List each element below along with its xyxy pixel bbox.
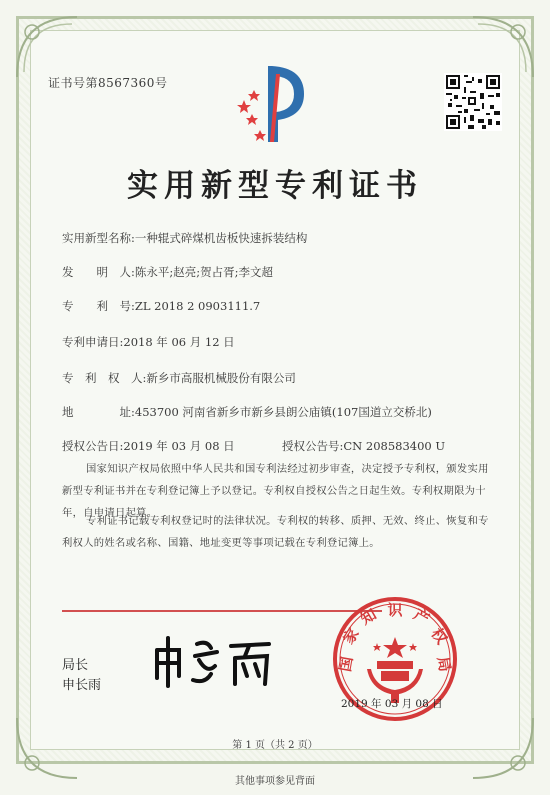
field-label: 发 明 人: (62, 265, 135, 279)
field-inventor (62, 264, 273, 280)
field-label: 专 利 号: (62, 299, 135, 313)
certificate-number: 证书号第8567360号 (48, 76, 168, 90)
field-value: ZL 2018 2 0903111.7 (134, 299, 261, 313)
corner-ornament-top-left (12, 12, 82, 82)
field-label: 专 利 权 人: (62, 371, 147, 385)
field-announcement-date (62, 438, 235, 454)
paragraph-legal-status: 专利证书记载专利权登记时的法律状况。专利权的转移、质押、无效、终止、恢复和专利权人的姓名或名称、国籍、地址变更等事项记载在专利登记簿上。 (62, 515, 489, 549)
qr-code-icon (444, 73, 502, 131)
director-title: 局长 (62, 658, 89, 673)
field-label: 地 址: (62, 405, 135, 419)
seal-char-jia: 家 (339, 624, 363, 648)
seal-date: 2019 年 03 月 08 日 (341, 698, 443, 710)
field-value: 2019 年 03 月 08 日 (123, 439, 235, 453)
director-name: 申长雨 (62, 678, 102, 693)
field-value: 453700 河南省新乡市新乡县朗公庙镇(107国道立交桥北) (134, 405, 432, 419)
field-value: CN 208583400 U (343, 439, 446, 453)
field-patent-number (62, 298, 260, 314)
field-label: 授权公告日: (62, 439, 124, 453)
field-value: 陈永平;赵亮;贺占胥;李文超 (134, 265, 273, 279)
page-indicator: 第 1 页（共 2 页） (232, 740, 318, 751)
seal-char-zhi: 知 (357, 605, 380, 629)
footer-note: 其他事项参见背面 (235, 776, 315, 787)
field-value: 一种辊式碎煤机齿板快速拆装结构 (134, 231, 308, 245)
patent-office-logo-icon (230, 60, 310, 144)
field-value: 2018 年 06 月 12 日 (123, 335, 235, 349)
seal-char-shi: 识 (387, 601, 403, 619)
corner-ornament-top-right (468, 12, 538, 82)
field-announcement-number (282, 438, 445, 454)
field-label: 专利申请日: (62, 335, 124, 349)
seal-char-guo: 国 (335, 655, 357, 674)
field-label: 授权公告号: (282, 439, 344, 453)
seal-char-quan: 权 (427, 624, 451, 648)
seal-char-ju: 局 (433, 655, 455, 674)
certificate-title: 实用新型专利证书 (127, 168, 423, 204)
seal-char-chan: 产 (410, 605, 433, 629)
director-signature (145, 630, 285, 690)
field-application-date (62, 334, 235, 350)
paragraph-grant: 国家知识产权局依照中华人民共和国专利法经过初步审查，决定授予专利权，颁发实用新型专利证书并在专利登记簿上予以登记。专利权自授权公告之日起生效。专利权期限为十年，自申请日起算。 (62, 463, 489, 519)
field-label: 实用新型名称: (62, 231, 135, 245)
field-address (62, 404, 432, 420)
field-utility-model-name (62, 230, 307, 246)
field-value: 新乡市高服机械股份有限公司 (146, 371, 296, 385)
field-patentee (62, 370, 296, 386)
